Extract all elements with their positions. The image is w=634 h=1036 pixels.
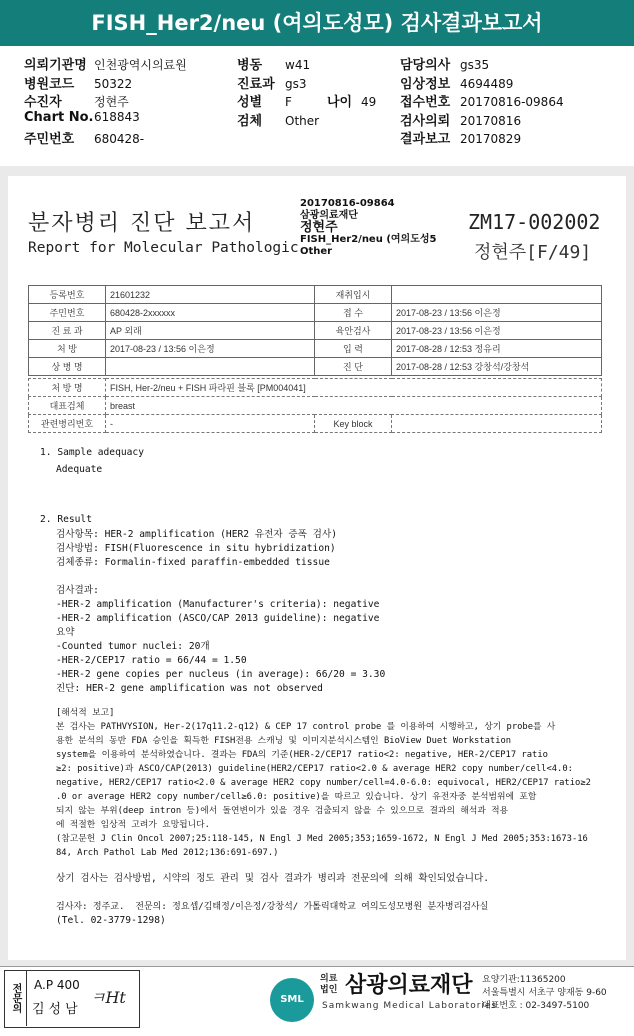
info-value: 680428- <box>94 132 145 146</box>
info-value: F <box>285 95 292 109</box>
info-label: 의뢰기관명 <box>24 58 87 73</box>
info-label: 진료과 <box>237 76 275 92</box>
info-value: 20170829 <box>460 132 522 146</box>
info-value: 정현주 <box>94 95 129 109</box>
report-title-english: Report for Molecular Pathologic <box>28 240 299 256</box>
interpretation-line: negative, HER2/CEP17 ratio<2.0 & average HER2 copy number/cell=4.0-6.0: equivocal, HER2/CEP17 ratio≥2 <box>56 778 591 788</box>
interpretation-line: [해석적 보고] <box>56 708 115 718</box>
info-label: 접수번호 <box>400 95 451 110</box>
section-result-title: 2. Result <box>40 514 92 525</box>
interpretation-line: 본 검사는 PATHVYSION, Her-2(17q11.2-q12) & CEP 17 control probe 를 이용하여 시행하고, 상기 probe를 사 <box>56 722 556 732</box>
sticker-test: FISH_Her2/neu (여의도성5 <box>300 234 437 245</box>
info-value: gs3 <box>285 76 307 91</box>
table-row <box>29 340 602 358</box>
contact-info <box>482 974 607 1013</box>
interpretation-line: .0 or average HER2 copy number/cell≥6.0: positive)을 따르고 있습니다. 상기 유전자중 분석범위에 포함 <box>56 792 537 802</box>
verification-note: 상기 검사는 검사방법, 시약의 정도 관리 및 검사 결과가 병리과 전문의에 의해 확인되었습니다. <box>56 873 490 884</box>
table-row <box>29 304 602 322</box>
info-label: Chart No. <box>24 109 94 125</box>
address: 서울특별시 서초구 양재동 9-60 <box>482 988 607 998</box>
table-cell: 접 수 <box>315 304 392 322</box>
result-specimen-type: 검체종류: Formalin-fixed paraffin-embedded tissue <box>56 557 330 568</box>
table-row <box>29 322 602 340</box>
prescription-table <box>28 378 602 433</box>
info-label: 검사의뢰 <box>400 113 451 129</box>
table-cell: Key block <box>315 415 392 433</box>
table-cell: - <box>106 415 315 433</box>
sticker-patient: 정현주 <box>300 220 338 235</box>
table-cell: 대표검체 <box>29 397 106 415</box>
info-label: 검체 <box>237 113 263 129</box>
result-line: -HER-2 amplification (ASCO/CAP 2013 guideline): negative <box>56 613 380 624</box>
logo-name: 삼광의료재단 <box>345 973 473 998</box>
logo-english-name: Samkwang Medical Laboratories <box>322 1001 498 1011</box>
sml-logo-icon: SML <box>270 978 314 1022</box>
specimen-sticker <box>300 198 440 264</box>
table-cell <box>106 358 315 376</box>
lab-telephone: (Tel. 02-3779-1298) <box>56 915 166 926</box>
table-cell: 육안검사 <box>315 322 392 340</box>
diagnosis-line: 진단: HER-2 gene amplification was not observed <box>56 683 323 694</box>
table-cell: 2017-08-23 / 13:56 이은정 <box>392 304 602 322</box>
report-patient: 정현주[F/49] <box>474 242 592 263</box>
sticker-specimen: Other <box>300 246 333 257</box>
logo-corporation-label: 의료 법인 <box>320 974 338 995</box>
table-row <box>29 379 602 397</box>
report-title-korean: 분자병리 진단 보고서 <box>28 211 256 236</box>
info-value: 20170816 <box>460 113 522 128</box>
info-label: 결과보고 <box>400 132 451 147</box>
table-cell: 등록번호 <box>29 286 106 304</box>
table-cell: 2017-08-23 / 13:56 이은정 <box>106 340 315 358</box>
table-row <box>29 358 602 376</box>
table-cell: breast <box>106 397 602 415</box>
info-column-1 <box>24 54 187 147</box>
table-cell: 2017-08-23 / 13:56 이은정 <box>392 322 602 340</box>
interpretation-line: system을 이용하여 분석하였습니다. 결과는 FDA의 기준(HER-2/CEP17 ratio<2: negative, HER-2/CEP17 ratio <box>56 750 548 760</box>
sample-adequacy-value: Adequate <box>56 464 103 475</box>
info-value: 618843 <box>94 109 140 124</box>
result-line: 검사결과: <box>56 585 99 596</box>
institution-code: 요양기관:11365200 <box>482 975 566 985</box>
interpretation-line: 되지 않는 부위(deep intron 등)에서 돌연변이가 있을 경우 검출되지 않을 수 있으므로 결과의 해석과 적용 <box>56 806 509 816</box>
table-cell <box>392 415 602 433</box>
info-value: 인천광역시의료원 <box>94 58 187 72</box>
result-line: -HER-2 gene copies per nucleus (in average): 66/20 = 3.30 <box>56 669 386 680</box>
result-line: -Counted tumor nuclei: 20개 <box>56 641 210 652</box>
info-value: 20170816-09864 <box>460 95 564 109</box>
interpretation-line: (참고문헌 J Clin Oncol 2007;25:118-145, N Engl J Med 2005;353;1659-1672, N Engl J Med 2005;353:1673-16 <box>56 834 588 844</box>
main-phone: 대표번호 : 02-3497-5100 <box>482 1001 590 1011</box>
report-id: ZM17-002002 <box>468 210 601 234</box>
result-test-item: 검사항목: HER-2 amplification (HER2 유전자 증폭 검사) <box>56 529 337 540</box>
result-line: -HER-2 amplification (Manufacturer's criteria): negative <box>56 599 380 610</box>
table-cell: AP 외래 <box>106 322 315 340</box>
table-cell: 상 병 명 <box>29 358 106 376</box>
age-value: 49 <box>361 95 377 109</box>
table-cell: FISH, Her-2/neu + FISH 파라핀 블록 [PM004041] <box>106 379 602 397</box>
table-cell: 2017-08-28 / 12:53 정유리 <box>392 340 602 358</box>
table-row <box>29 415 602 433</box>
table-cell: 진 료 과 <box>29 322 106 340</box>
table-cell: 입 력 <box>315 340 392 358</box>
table-cell: 2017-08-28 / 12:53 강창석/강창석 <box>392 358 602 376</box>
info-label: 성별 <box>237 95 263 110</box>
table-cell: 관련병리번호 <box>29 415 106 433</box>
table-cell: 재취입시 <box>315 286 392 304</box>
registration-table <box>28 285 602 376</box>
info-label: 병원코드 <box>24 76 75 92</box>
info-label: 담당의사 <box>400 58 451 73</box>
report-header: FISH_Her2/neu (여의도성모) 검사결과보고서 <box>0 0 634 46</box>
result-test-method: 검사방법: FISH(Fluorescence in situ hybridization) <box>56 543 336 554</box>
table-cell: 진 단 <box>315 358 392 376</box>
info-value: Other <box>285 113 320 128</box>
info-label: 병동 <box>237 58 263 73</box>
ap-number: A.P 400 <box>34 978 80 992</box>
stamp-label: 전문의 <box>4 970 27 1026</box>
result-line: 요약 <box>56 627 75 638</box>
interpretation-line: ≥2: positive)과 ASCO/CAP(2013) guideline(HER2/CEP17 ratio<2.0 & average HER2 copy number/cell<4.0: <box>56 764 573 774</box>
sticker-lab: 삼광의료재단 <box>300 210 358 221</box>
table-cell: 처 방 <box>29 340 106 358</box>
info-value: w41 <box>285 58 311 72</box>
table-row <box>29 397 602 415</box>
result-line: -HER-2/CEP17 ratio = 66/44 = 1.50 <box>56 655 247 666</box>
info-label: 주민번호 <box>24 132 75 147</box>
table-cell: 처 방 명 <box>29 379 106 397</box>
table-row <box>29 286 602 304</box>
patient-info-panel <box>0 46 634 167</box>
table-cell: 21601232 <box>106 286 315 304</box>
handwritten-signature: ㅋHt <box>90 988 126 1007</box>
signers-line: 검사자: 정주교. 전문의: 정요셉/김태정/이은정/강창석/ 가톨릭대학교 여의도성모병원 분자병리검사실 <box>56 902 489 912</box>
info-label: 수진자 <box>24 95 62 110</box>
age-label: 나이 <box>327 95 353 110</box>
info-value: 4694489 <box>460 76 514 91</box>
info-column-2 <box>237 54 376 128</box>
sticker-accession: 20170816-09864 <box>300 198 395 209</box>
interpretation-line: 에 적절한 임상적 고려가 요망됩니다. <box>56 820 210 830</box>
info-value: gs35 <box>460 58 490 72</box>
pathologist-name: 김성남 <box>32 1002 82 1017</box>
table-cell: 주민번호 <box>29 304 106 322</box>
info-label: 임상정보 <box>400 76 451 92</box>
info-column-3 <box>400 54 564 147</box>
interpretation-line: 84, Arch Pathol Lab Med 2012;136:691-697.) <box>56 848 279 858</box>
section-sample-adequacy-title: 1. Sample adequacy <box>40 447 144 458</box>
table-cell: 680428-2xxxxxx <box>106 304 315 322</box>
info-value: 50322 <box>94 76 133 91</box>
interpretation-line: 용한 분석의 동반 FDA 승인을 획득한 FISH전용 스캐닝 및 이미지분석시스템인 BioView Duet Workstation <box>56 736 512 746</box>
table-cell <box>392 286 602 304</box>
